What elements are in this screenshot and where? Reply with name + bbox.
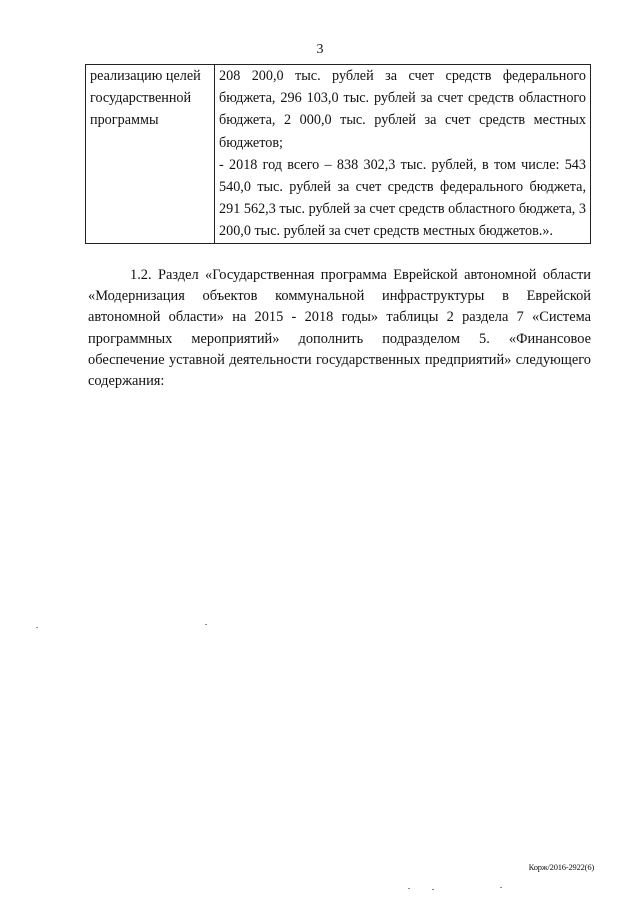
table-cell-purpose: реализацию целей государственной программы <box>86 65 215 244</box>
funding-table <box>85 64 591 244</box>
scan-speck <box>500 887 502 888</box>
table-row <box>86 65 591 244</box>
scan-speck <box>205 624 207 625</box>
scan-speck <box>432 889 434 890</box>
amendment-paragraph: 1.2. Раздел «Государственная программа Еврейской автономной области «Модернизация объектов коммунальной инфраструктуры в Еврейской автономной области» на 2015 - 2018 годы» таблицы 2 раздела 7 «Система программных мероприятий» дополнить подразделом 5. «Финансовое обеспечение уставной деятельности государственных предприятий» следующего содержания: <box>88 267 591 390</box>
page-number: 3 <box>316 42 324 57</box>
scan-speck <box>408 888 410 889</box>
funding-paragraph-2017: 208 200,0 тыс. рублей за счет средств федерального бюджета, 296 103,0 тыс. рублей за счет средств областного бюджета, 2 000,0 тыс. рублей за счет средств местных бюджетов; <box>219 68 586 151</box>
table-cell-funding <box>215 65 591 244</box>
document-code: Корж/2016-2922(6) <box>528 862 594 872</box>
scan-speck <box>36 627 38 628</box>
funding-paragraph-2018: - 2018 год всего – 838 302,3 тыс. рублей, в том числе: 543 540,0 тыс. рублей за счет средств федерального бюджета, 291 562,3 тыс. рублей за счет средств областного бюджета, 3 200,0 тыс. рублей за счет средств местных бюджетов.». <box>219 156 586 240</box>
